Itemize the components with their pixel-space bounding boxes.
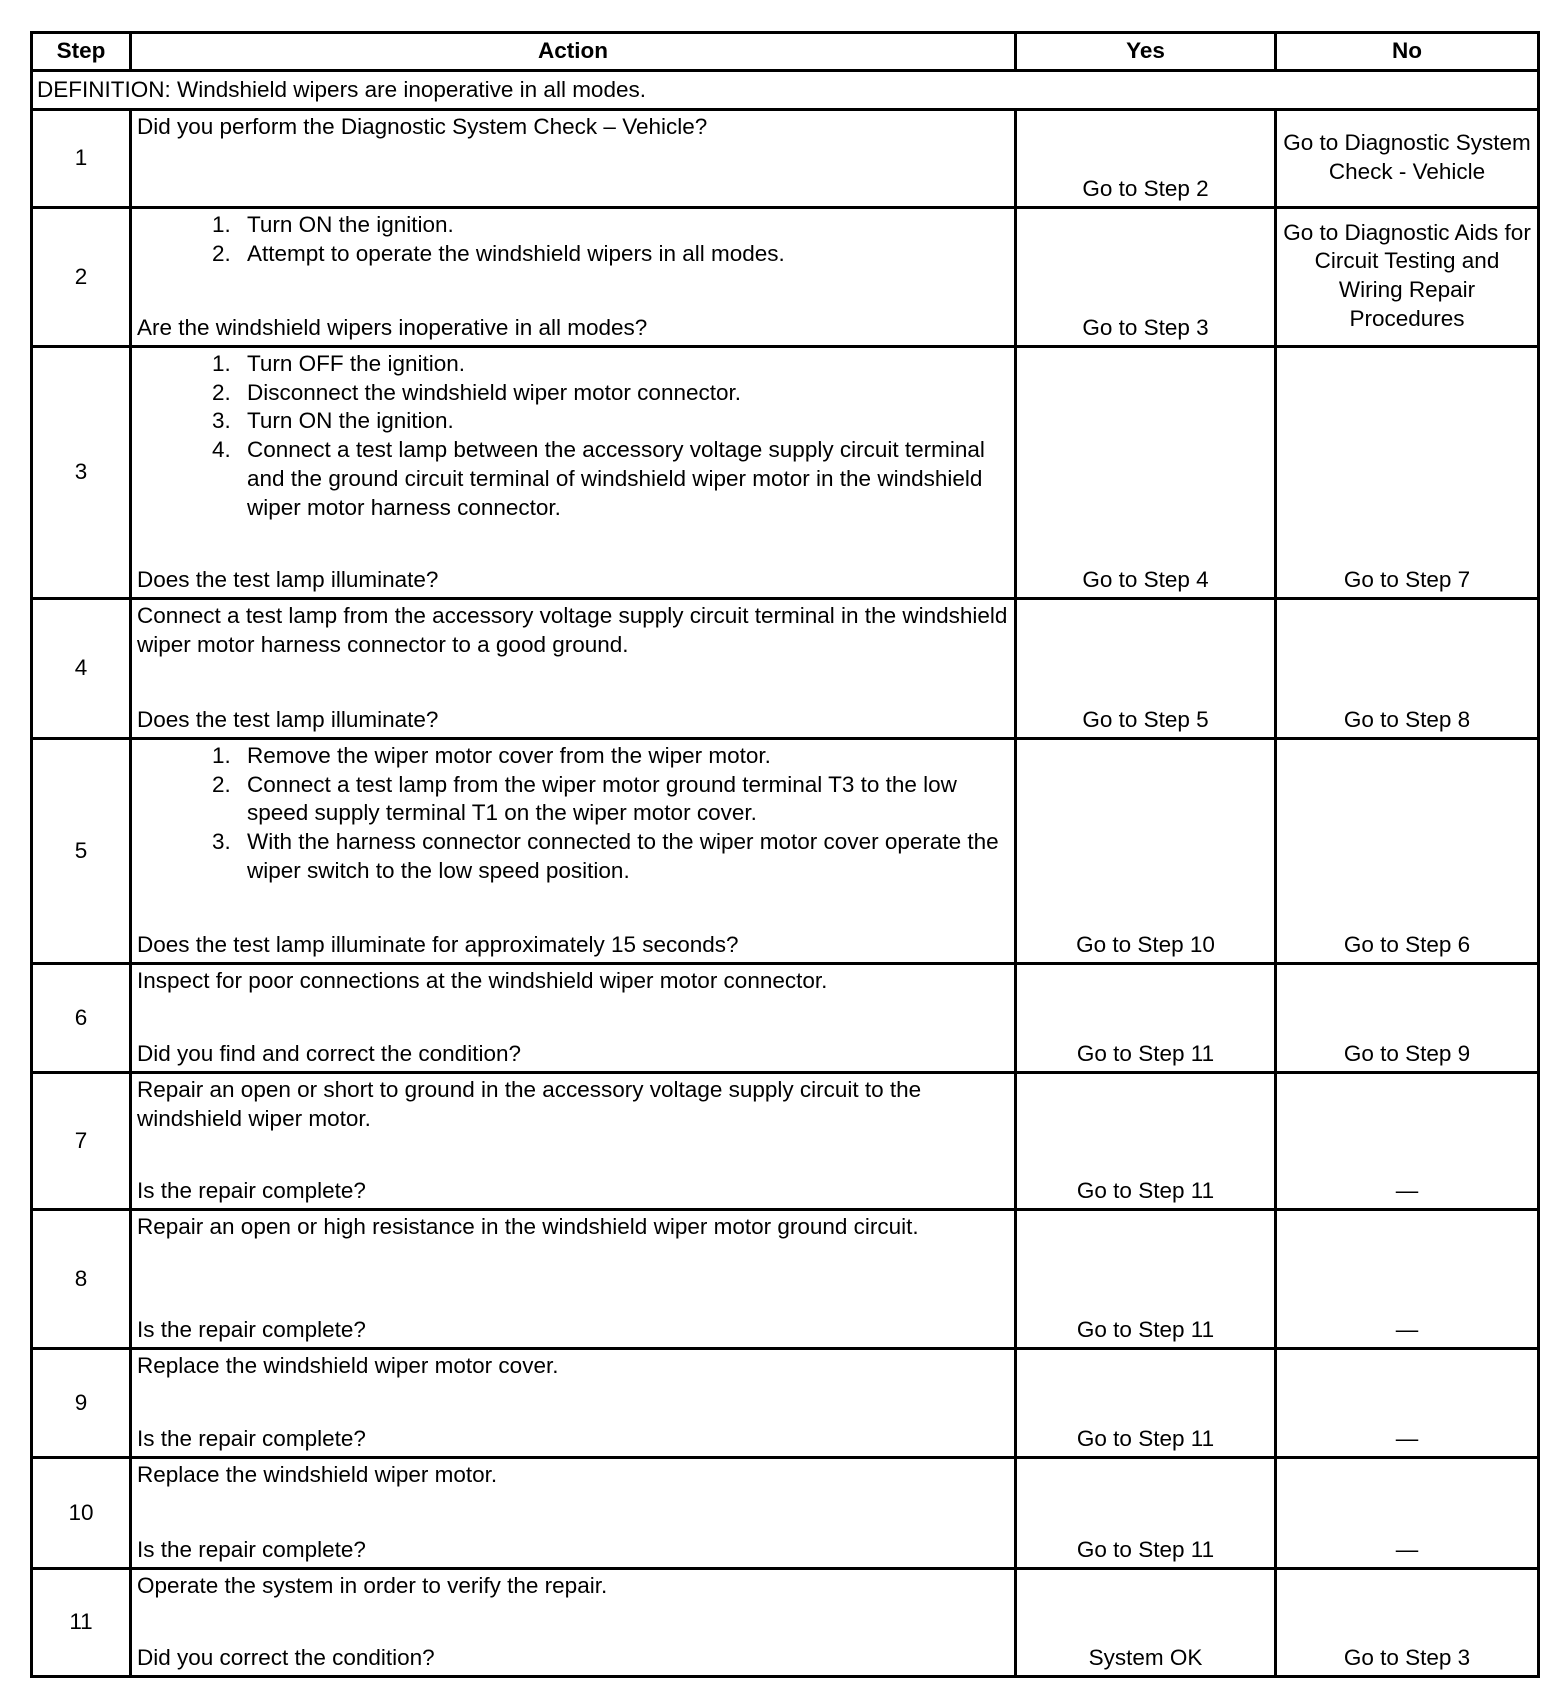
action-question: Does the test lamp illuminate for approximately 15 seconds? <box>137 932 739 958</box>
action-step: 3. With the harness connector connected to the wiper motor cover operate the wiper switch to the low speed position. <box>237 828 1009 885</box>
no-result: — <box>1276 1349 1539 1458</box>
action-cell <box>131 1210 1016 1349</box>
action-cell <box>131 1073 1016 1210</box>
yes-result: Go to Step 11 <box>1016 1073 1276 1210</box>
no-result: Go to Step 8 <box>1276 599 1539 739</box>
step-number: 8 <box>32 1210 131 1349</box>
yes-result: Go to Step 2 <box>1016 110 1276 208</box>
action-step: 2. Attempt to operate the windshield wipers in all modes. <box>237 240 1009 269</box>
yes-result: Go to Step 4 <box>1016 347 1276 599</box>
action-cell <box>131 964 1016 1073</box>
action-step: 2. Connect a test lamp from the wiper motor ground terminal T3 to the low speed supply terminal T1 on the wiper motor cover. <box>237 771 1009 828</box>
action-cell <box>131 739 1016 964</box>
step-row <box>32 1458 1539 1569</box>
step-row <box>32 599 1539 739</box>
action-text: Replace the windshield wiper motor cover. <box>137 1353 559 1378</box>
no-result: — <box>1276 1458 1539 1569</box>
step-row <box>32 739 1539 964</box>
action-question: Did you correct the condition? <box>137 1645 435 1671</box>
action-question: Did you find and correct the condition? <box>137 1041 521 1067</box>
yes-result: Go to Step 11 <box>1016 1349 1276 1458</box>
action-question: Is the repair complete? <box>137 1537 366 1563</box>
step-number: 2 <box>32 208 131 347</box>
action-cell <box>131 208 1016 347</box>
action-cell <box>131 1349 1016 1458</box>
action-steps-list <box>137 350 1009 522</box>
step-number: 7 <box>32 1073 131 1210</box>
yes-result: Go to Step 11 <box>1016 964 1276 1073</box>
step-row <box>32 1073 1539 1210</box>
action-question: Is the repair complete? <box>137 1426 366 1452</box>
step-number: 10 <box>32 1458 131 1569</box>
header-yes: Yes <box>1016 33 1276 71</box>
action-text: Repair an open or high resistance in the windshield wiper motor ground circuit. <box>137 1214 919 1239</box>
action-cell <box>131 1458 1016 1569</box>
action-question: Are the windshield wipers inoperative in all modes? <box>137 315 648 341</box>
step-number: 5 <box>32 739 131 964</box>
no-result: — <box>1276 1073 1539 1210</box>
no-result: Go to Diagnostic Aids for Circuit Testing and Wiring Repair Procedures <box>1276 208 1539 347</box>
diagnostic-table <box>30 31 1540 1678</box>
action-cell <box>131 599 1016 739</box>
step-number: 1 <box>32 110 131 208</box>
step-row <box>32 208 1539 347</box>
step-number: 6 <box>32 964 131 1073</box>
action-step: 4. Connect a test lamp between the accessory voltage supply circuit terminal and the ground circuit terminal of windshield wiper motor in the windshield wiper motor harness connector. <box>237 436 1009 522</box>
action-question: Does the test lamp illuminate? <box>137 567 439 593</box>
step-row <box>32 1569 1539 1677</box>
step-number: 9 <box>32 1349 131 1458</box>
no-result: Go to Step 6 <box>1276 739 1539 964</box>
action-text: Repair an open or short to ground in the accessory voltage supply circuit to the windshield wiper motor. <box>137 1077 922 1131</box>
no-result: Go to Step 9 <box>1276 964 1539 1073</box>
action-cell <box>131 110 1016 208</box>
yes-result: System OK <box>1016 1569 1276 1677</box>
header-step: Step <box>32 33 131 71</box>
action-question: Does the test lamp illuminate? <box>137 707 439 733</box>
definition-row <box>32 71 1539 110</box>
action-cell <box>131 347 1016 599</box>
header-action: Action <box>131 33 1016 71</box>
yes-result: Go to Step 5 <box>1016 599 1276 739</box>
yes-result: Go to Step 11 <box>1016 1458 1276 1569</box>
action-question: Is the repair complete? <box>137 1317 366 1343</box>
yes-result: Go to Step 10 <box>1016 739 1276 964</box>
action-text: Connect a test lamp from the accessory voltage supply circuit terminal in the windshield wiper motor harness connector to a good ground. <box>137 603 1008 657</box>
step-number: 11 <box>32 1569 131 1677</box>
step-number: 4 <box>32 599 131 739</box>
action-step: 1. Remove the wiper motor cover from the wiper motor. <box>237 742 1009 771</box>
no-result: Go to Step 3 <box>1276 1569 1539 1677</box>
header-no: No <box>1276 33 1539 71</box>
action-text: Inspect for poor connections at the windshield wiper motor connector. <box>137 968 828 993</box>
step-number: 3 <box>32 347 131 599</box>
action-step: 3. Turn ON the ignition. <box>237 407 1009 436</box>
action-step: 2. Disconnect the windshield wiper motor connector. <box>237 379 1009 408</box>
action-step: 1. Turn OFF the ignition. <box>237 350 1009 379</box>
step-row <box>32 110 1539 208</box>
action-text: Did you perform the Diagnostic System Check – Vehicle? <box>137 114 708 139</box>
action-step: 1. Turn ON the ignition. <box>237 211 1009 240</box>
yes-result: Go to Step 3 <box>1016 208 1276 347</box>
header-row <box>32 33 1539 71</box>
no-result: Go to Diagnostic System Check - Vehicle <box>1276 110 1539 208</box>
action-text: Operate the system in order to verify the repair. <box>137 1573 608 1598</box>
action-steps-list <box>137 211 1009 268</box>
action-question: Is the repair complete? <box>137 1178 366 1204</box>
definition-text: DEFINITION: Windshield wipers are inoperative in all modes. <box>32 71 1539 110</box>
action-text: Replace the windshield wiper motor. <box>137 1462 498 1487</box>
action-cell <box>131 1569 1016 1677</box>
yes-result: Go to Step 11 <box>1016 1210 1276 1349</box>
action-steps-list <box>137 742 1009 886</box>
step-row <box>32 1349 1539 1458</box>
no-result: — <box>1276 1210 1539 1349</box>
step-row <box>32 1210 1539 1349</box>
step-row <box>32 347 1539 599</box>
step-row <box>32 964 1539 1073</box>
no-result: Go to Step 7 <box>1276 347 1539 599</box>
